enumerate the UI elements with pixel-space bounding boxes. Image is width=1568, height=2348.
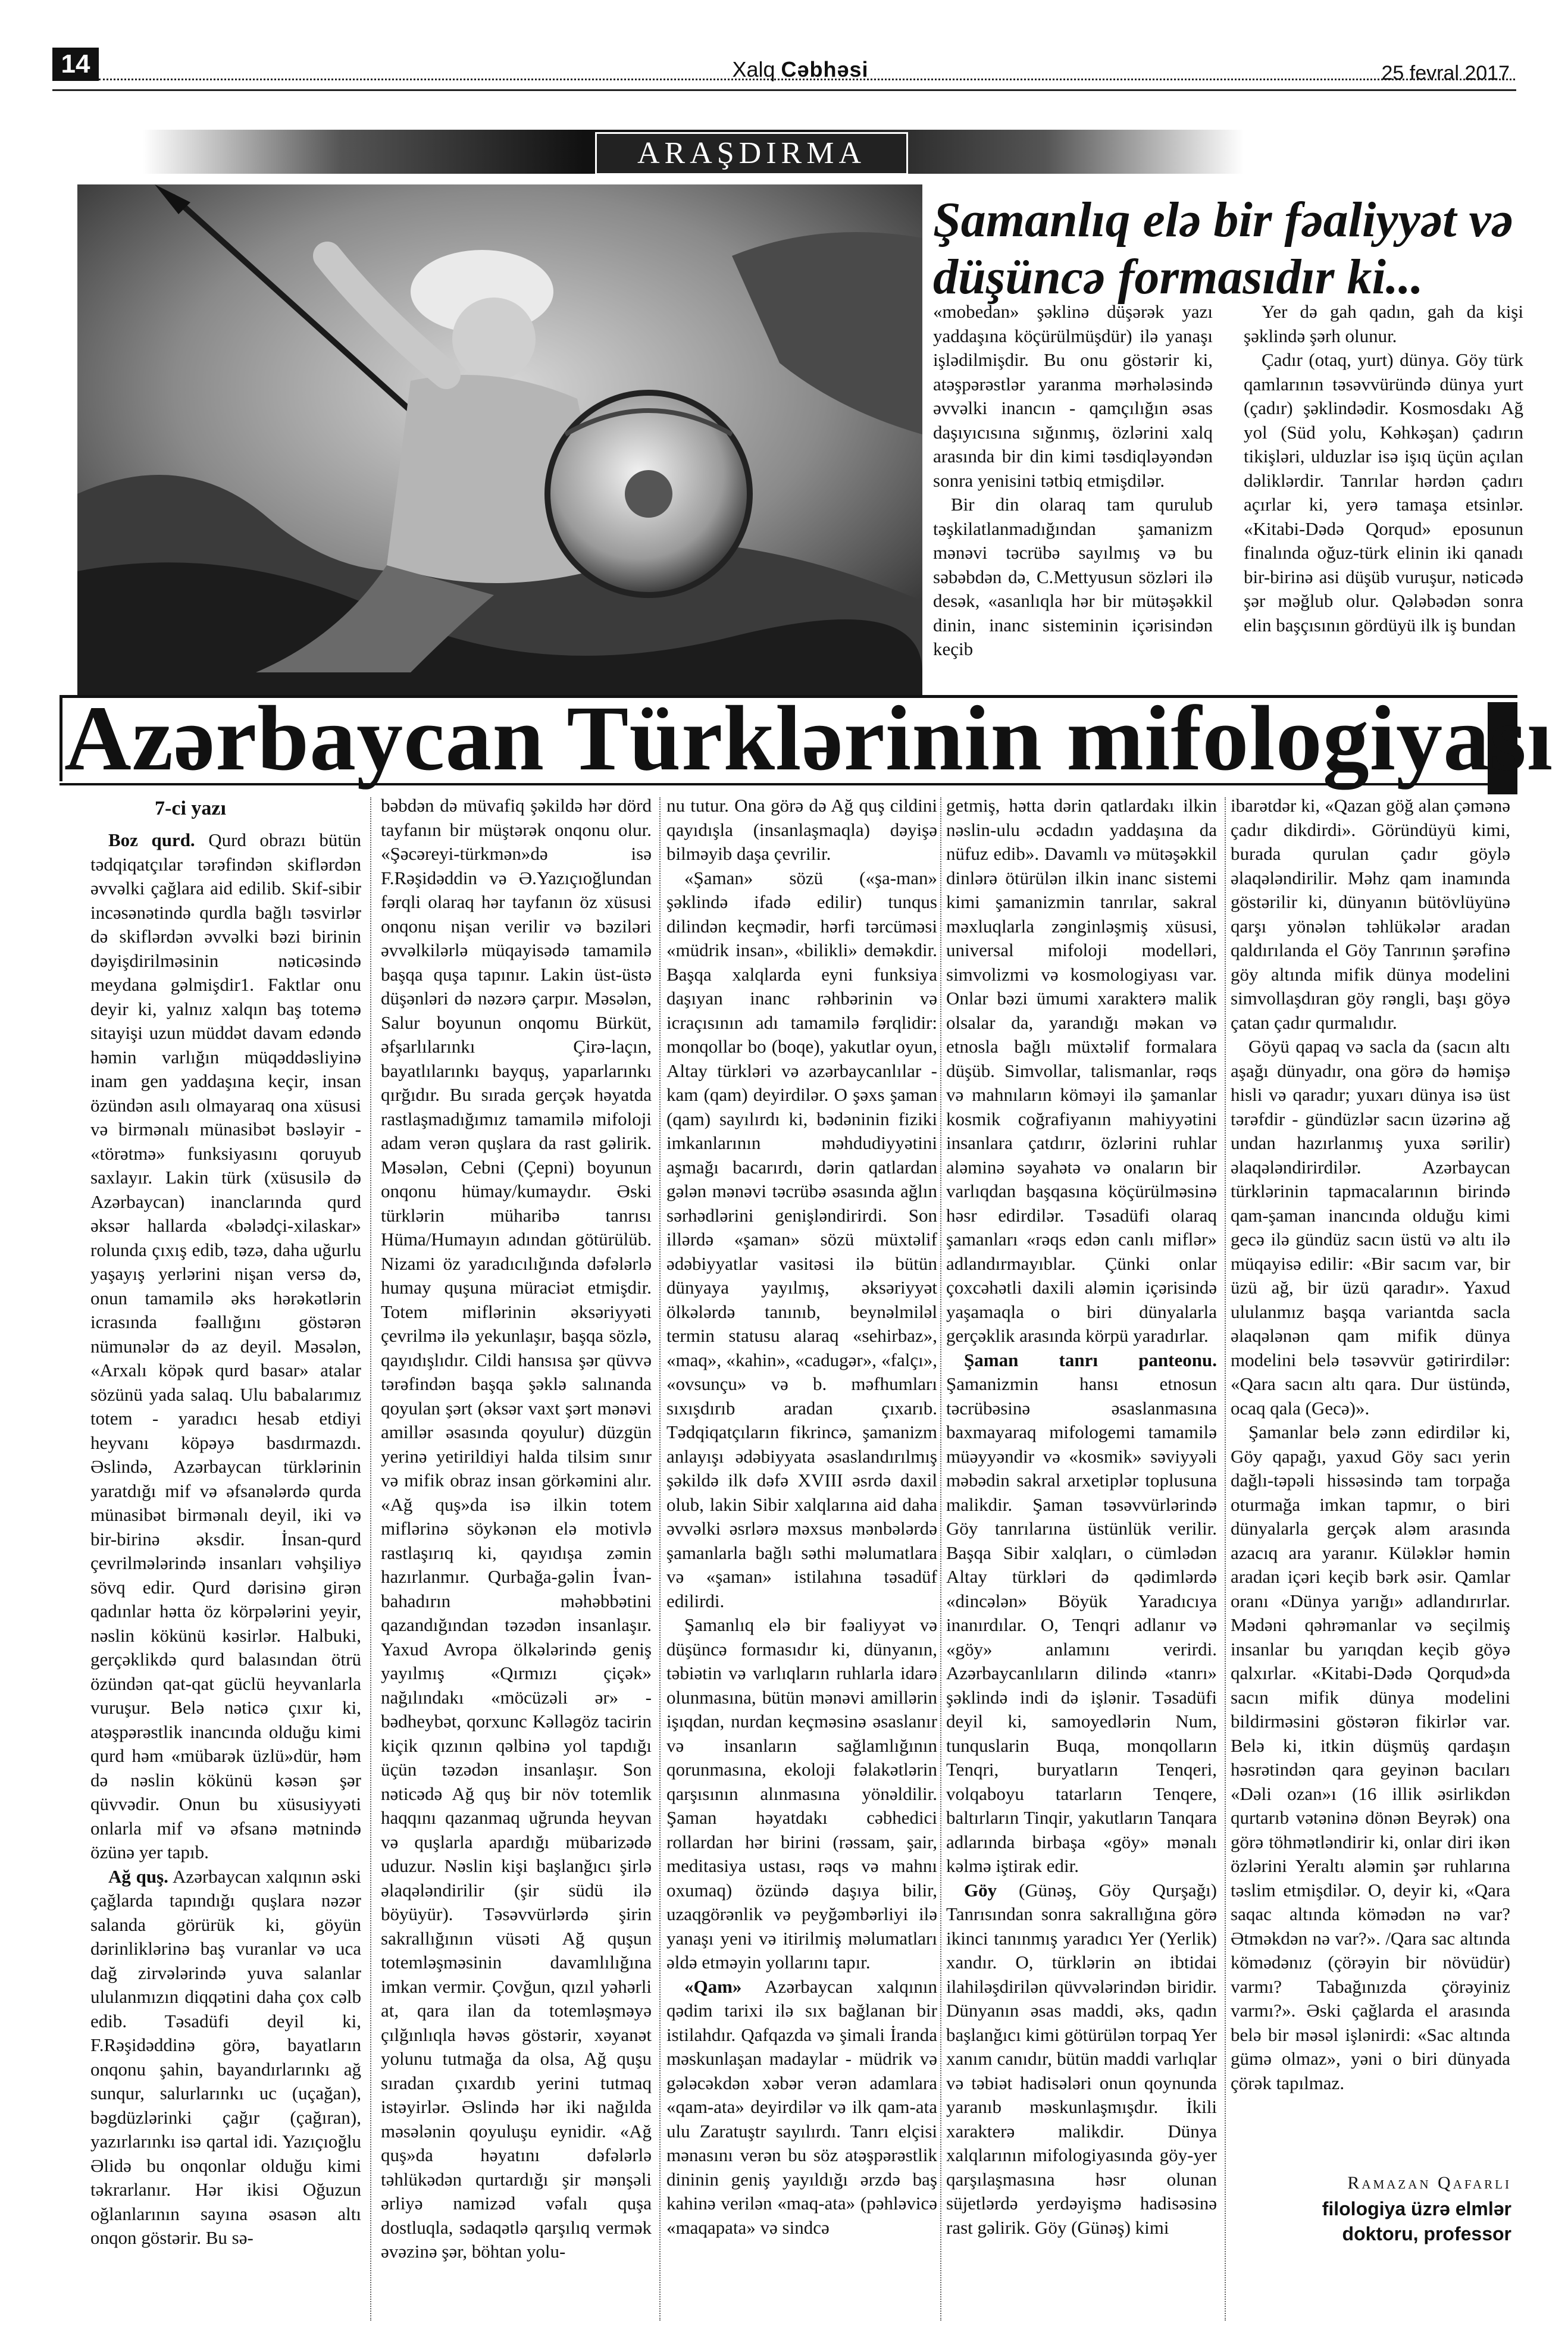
paragraph-text: «Şaman» sözü («şa-man» şəklində ifadə edilir) tunqus dilindən keçmədir, hərfi tərcüməsi «müdrik insan», «bilikli» deməkdir. Başqa xalqlarda eyni funksiya daşıyan inanc rəhbərinin və icraçısının adı tamamilə fərqlidir: monqollar bo (boqe), yakutlar oyun, Altay türkləri və azərbaycanlılar - kam (qam) deyirdilər. O şəxs şaman (qam) sayılırdı ki, bədəninin fiziki imkanlarının məhdudiyyətini aşmağı bacarırdı, dərin qatlardan gələn mənəvi təcrübə əsasında ağlın sərhədlərini genişləndirirdi. Son illərdə «şaman» sözü müxtəlif ədəbiyyatlar vasitəsi ilə bütün dünyaya yayılmış, əksəriyyət ölkələrdə tanınıb, beynəlmiləl termin statusu alaraq «sehirbaz», «maq», «kahin», «cadugər», «falçı», «ovsunçu» və b. məfhumları sıxışdırıb aradan çıxarıb. Tədqiqatçıların fikrincə, şamanizm anlayışı ədəbiyyata əsaslandırılmış şəkildə ilk dəfə XVIII əsrdə daxil olub, lakin Sibir xalqlarına aid daha əvvəlki əsrlərə məxsus mənbələrdə şamanlarla bağlı səthi məlumatlara və «şaman» istilahına təsadüf edilirdi. xyxy=(666,867,937,1611)
headline-rule xyxy=(60,783,1517,785)
paragraph-text: Göyü qapaq və sacla da (sacın altı aşağı dünyadır, ona görə də həmişə hisli və qaradır; yuxarı dünya isə üst tərəfdir - gündüzlər sacın üzərinə ağ undan hazırlanmış yuxa sərilir) əlaqələndirirdilər. Azərbaycan türklərinin tapmacalarının birində qam-şaman inancında olduğu kimi gecə ilə gündüz sacın üstü və altı ilə müqayisə edilir: «Bir sacım var, bir üzü ağ, bir üzü qaradır». Yaxud ululanmız başqa variantda sacla əlaqələnən qam mifik dünya modelini belə təsəvvür gətirirdilər: «Qara sacın altı qara. Dur üstündə, ocaq qala (Gecə)». xyxy=(1231,1036,1510,1419)
body-paragraph xyxy=(1231,1420,1510,2095)
masthead-name: Cəbhəsi xyxy=(781,57,869,82)
upper-column-2 xyxy=(1244,300,1523,705)
upper-paragraph: Çadır (otaq, yurt) dünya. Göy türk qamlarının təsəvvüründə dünya yurt (çadır) şəklindədir. Kosmosdakı Ağ yol (Süd yolu, Kəhkəşan) çadırın tikişləri, ulduzlar isə işıq üçün açılan dəliklərdir. Tanrılar hərdən çadırı açırlar ki, yerə tamaşa etsinlər. «Kitabi-Dədə Qorqud» eposunun finalında oğuz-türk elinin iki qanadı bir-birinə asi düşüb vuruşur, nəticədə şər məğlub olur. Qələbədən sonra elin başçısının gördüyü ilk iş bundan xyxy=(1244,349,1523,635)
body-paragraph xyxy=(381,794,652,2264)
body-paragraph xyxy=(946,1879,1217,2240)
paragraph-text: Şamanlar belə zənn edirdilər ki, Göy qapağı, yaxud Göy sacı yerin dağlı-təpəli hissəsində tam torpağa oturmağa imkan tapmır, o biri dünyalarla gerçək aləm arasında azacıq ara yaranır. Küləklər həmin aradan içəri keçib bərk əsir. Qamlar oranı «Dünya yarığı» adlandırırlar. Mədəni qəhrəmanlar və seçilmiş insanlar bu yarıqdan keçib göyə qalxırlar. «Kitabi-Dədə Qorqud»da sacın mifik dünya modelini bildirməsini göstərən fikirlər var. Belə ki, itkin düşmüş qardaşın həsrətindən qara geyinən bacıları «Dəli ozan»ı (16 illik əsirlikdən qurtarıb vətəninə dönən Beyrək) ona görə töhmətləndirir ki, onlar diri ikən özlərini Yeraltı aləmin şər ruhlarına təslim etmişdilər. O, deyir ki, «Qara saqac altında kömədən nə var? Ətməkdən nə var?». /Qara sac altında kömədənız (çörəyin bir növüdür) varmı? Tabağınızda çörəyiniz varmı?». Əski çağlarda el arasında belə bir məsəl işlənirdi: «Sac altında gümə olmaz», yəni o biri dünyada çörək tapılmaz. xyxy=(1231,1422,1510,2093)
column-divider xyxy=(940,797,941,2321)
masthead xyxy=(702,57,899,82)
paragraph-text: bəbdən də müvafiq şəkildə hər dörd tayfanın bir müştərək onqonu olur. «Şəcəreyi-türkmən»də isə F.Rəşidəddin və Ə.Yazıçıoğlundan fərqli olaraq hər tayfanın öz xüsusi onqonu nişan verilir və bəziləri əvvəlkilərlə müqayisədə tamamilə başqa quşa tapınır. Lakin üst-üstə düşənləri də nəzərə çarpır. Məsələn, Salur boyunun onqomu Bürküt, əfşarlılarınkı Çirə-laçın, bayatlılarınkı bayquş, yaparlarınkı qırğıdır. Bu sırada gerçək həyatda rastlaşmadığımız tamamilə mifoloji adam verən quşlara da rast gəlirik. Məsələn, Cebni (Çepni) boyunun onqonu hümay/kumaydır. Əski türklərin müharibə tanrısı Hüma/Humayın adından götürülüb. Nizami öz yaradıcılığında dəfələrlə humay quşuna müraciət etmişdir. Totem miflərinin əksəriyyəti çevrilmə ilə yekunlaşır, başqa sözlə, qayıdışlıdır. Cildi hansısa şər qüvvə tərəfindən başqa şəklə salınanda qoyulan şərt (əksər vaxt şərt mənəvi amillər əsasında qoyulur) düzgün yerinə yetirildiyi halda tilsim sınır və mifik obraz insan görkəmini alır. «Ağ quş»da isə ilkin totem miflərinə söykənən elə motivlə rastlaşırıq ki, qayıdışa zəmin hazırlanmır. Qurbağa-gəlin İvan-bahadırın məhəbbətini qazandığından təzədən insanlaşır. Yaxud Avropa ölkələrində geniş yayılmış «Qırmızı çiçək» nağılındakı «möcüzəli ər» - bədheybət, qorxunc Kəlləgöz tacirin kiçik qızının qəlbinə yol tapdığı üçün təzədən insanlaşır. Son nəticədə Ağ quş bir növ totemlik haqqını qazanmaq uğrunda heyvan və quşlarla apardığı mübarizədə uduzur. Nəslin kişi başlanğıcı şirlə əlaqələndirilir (şir südü ilə böyüyür). Təsəvvürlərdə şirin sakrallığının vüsəti Ağ quşun totemləşməsinin davamlılığına imkan vermir. Çovğun, qızıl yəhərli at, qara ilan da totemləşməyə çılğınlıqla həvəs göstərir, xəyanət yolunu tutmağa da olsa, Ağ quşu sıradan çıxardıb yerini tutmaq istəyirlər. Əslində hər iki nağılda məsələnin qoyuluşu eynidir. «Ağ quş»da həyatını dəfələrlə təhlükədən qurtardığı şir mənşəli ərliyə namizəd vəfalı quşa dostluqla, sədaqətlə qarşılıq vermək əvəzinə şər, böhtan yolu- xyxy=(381,795,652,2262)
paragraph-text: Azərbaycan xalqının əski çağlarda tapındığı quşlara nəzər salanda görürük ki, göyün dərinliklərinə baş vuranlar və uca dağ zirvələrində yuva salanlar ululanmızın diqqətini daha çox cəlb edib. Təsadüfi deyil ki, F.Rəşidəddinə görə, bayatların onqonu şahin, bayandırlarınkı ağ sunqur, salurlarınkı uc (uçağan), bəgdüzlərinki çağır (çağıran), yazırlarınkı isə qartal idi. Yazıçıoğlu Əlidə bu onqonlar olduğu kimi təkrarlanır. Hər ikisi Oğuzun oğlanlarının sayına əsasən altı onqon göstərir. Bu sə- xyxy=(90,1865,361,2248)
section-label: ARAŞDIRMA xyxy=(595,132,908,175)
body-paragraph xyxy=(666,1613,937,1975)
lower-column-5 xyxy=(1231,794,1510,2139)
body-paragraph xyxy=(90,828,361,1865)
body-paragraph xyxy=(946,794,1217,1348)
body-paragraph xyxy=(666,866,937,1614)
column-divider xyxy=(1225,797,1226,2321)
body-paragraph xyxy=(946,1348,1217,1879)
illustration-svg xyxy=(77,184,922,696)
paragraph-text: Şamanizmin hansı etnosun təcrübəsinə əsaslanmasına baxmayaraq mifologemi tamamilə müəyyəndir və «kosmik» səviyyəli məbədin sakral arxetiplər toplusuna malikdir. Şaman təsəvvürlərində Göy tanrılarına üstünlük verilir. Başqa Sibir xalqları, o cümlədən Altay türkləri də qədimlərdə «dincələn» Böyük Yaradıcıya inanırdılar. O, Tenqri adlanır və «göy» anlamını verirdi. Azərbaycanlıların dilində «tanrı» şəklində indi də işlənir. Təsadüfi deyil ki, samoyedlərin Num, tunquslarin Buqa, monqolların Tenqri, buryatların Tenqeri, volqaboyu tatarların Tenqere, baltırların Tinqir, yakutların Tanqara adlarında birbaşa «göy» mənalı kəlmə iştirak edir. xyxy=(946,1373,1217,1876)
upper-paragraph: «mobedan» şəklinə düşərək yazı yaddaşına köçürülmüşdür) ilə yanaşı işlədilmişdir. Bu onu göstərir ki, atəşpərəstlər yaranma mərhələsində əvvəlki inancın - qamçılığın əsas daşıyıcısına sığınmış, özlərini xalq arasında bir din kimi təsdiqləyəndən sonra yenisini tətbiq etmişdilər. xyxy=(933,301,1213,491)
body-paragraph xyxy=(1231,794,1510,1035)
author-title: filologiya üzrə elmlər xyxy=(1322,2198,1511,2219)
paragraph-lead: Ağ quş. xyxy=(108,1865,168,1887)
body-paragraph xyxy=(90,1865,361,2250)
lower-column-2 xyxy=(381,794,652,2328)
paragraph-lead: Göy xyxy=(964,1879,997,1901)
paragraph-lead: Şaman tanrı panteonu. xyxy=(964,1349,1217,1370)
lower-column-3 xyxy=(666,794,937,2328)
paragraph-text: Şamanlıq elə bir fəaliyyət və düşüncə formasıdır ki, dünyanın, təbiətin və varlıqların ruhlarla idarə olunmasına, bütün mənəvi amillərin işıqdan, nurdan keçməsinə əsaslanır və insanların sağlamlığının qorunmasına, ekoloji fəlakətlərin qarşısının alınmasına yönəldilir. Şaman həyatdakı cəbhedici rollardan hər birini (rəssam, şair, meditasiya ustası, rəqs və mahnı oxumaq) özündə daşıya bilir, uzaqgörənlik və peyğəmbərliyi ilə yanaşı yeni və itirilmiş məlumatları əldə etməyin yollarını tapır. xyxy=(666,1614,937,1973)
paragraph-text: getmiş, hətta dərin qatlardakı ilkin nəslin-ulu əcdadın yaddaşına da nüfuz edib». Davamlı və mütəşəkkil dinlərə ötürülən ilkin inanc sistemi kimi şamanizmin tanrılar, sakral məxluqlarla zənginləşmiş xüsusi, universal mifoloji modelləri, simvolizmi və kosmologiyası var. Onlar bəzi ümumi xarakterə malik olsalar da, yarandığı məkan və etnosla bağlı müxtəlif formalara düşüb. Simvollar, talismanlar, rəqs və mahnıların köməyi ilə şamanlar kosmik coğrafiyanın mahiyyətini insanlara çatdırır, özlərini ruhlar aləminə səyahətə və onaların bir varlıqdan başqasına köçürülməsinə həsr edirdilər. Təsadüfi olaraq şamanları «rəqs edən canlı miflər» adlandırmayıblar. Çünki onlar çoxcəhətli daxili aləmin içərisində yaşamaqla o biri dünyalarla gerçəklik arasında körpü yaradırlar. xyxy=(946,795,1217,1346)
part-label: 7-ci yazı xyxy=(155,797,226,819)
lower-column-4 xyxy=(946,794,1217,2328)
author-name: Ramazan Qafarlı xyxy=(1347,2173,1511,2193)
paragraph-lead: «Qam» xyxy=(684,1976,742,1997)
body-paragraph xyxy=(666,794,937,866)
column-divider xyxy=(370,797,371,2321)
body-paragraph xyxy=(666,1975,937,2240)
paragraph-text: Qurd obrazı bütün tədqiqatçılar tərəfindən skiflərdən əvvəlki çağlara aid edilib. Skif-sibir incəsənətində qurdla bağlı təsvirlər də skiflərdən əvvəlki bəzi birinin dəyişdirilməsinin nəticəsində meydana gəlmişdir1. Faktlar onu deyir ki, yalnız xalqın baş totemə sitayişi uzun müddət davam edəndə həmin varlığın müqəddəsliyinə inam gen yaddaşına keçir, insan özündən asılı olmayaraq ona xüsusi və birmənalı münasibət bəsləyir - «törətmə» funksiyasını qoruyub saxlayır. Lakin türk (xüsusilə də Azərbaycan) inanclarında qurd əksər hallarda «bələdçi-xilaskar» rolunda çıxış edib, təzə, daha uğurlu yaşayış yerlərini nişan versə də, onun tamamilə əks hərəkətlərin icrasında fəallığını göstərən nümunələr də az deyil. Məsələn, «Arxalı köpək qurd basar» atalar sözünü yada salaq. Ulu babalarımız totem - yaradıcı hesab etdiyi heyvanı köpəyə basdırmazdı. Əslində, Azərbaycan türklərinin yaratdığı mif və əfsanələrdə qurda münasibət birmənalı deyil, iki və bir-birinə əksdir. İnsan-qurd çevrilmələrində insanları vəhşiliyə sövq edir. Qurd dərisinə girən qadınlar hətta öz körpələrini yeyir, nəslin kökünü kəsirlər. Halbuki, gerçəklikdə qurd balasından ötrü özündən qat-qat güclü heyvanlarla vuruşur. Belə nəticə çıxır ki, atəşpərəstlik inancında olduğu kimi qurd həm «mübarək üzlü»dür, həm də nəslin kökünü kəsən şər qüvvədir. Onun bu xüsusiyyəti onlarla mif və əfsanə mətnində özünə yer tapıb. xyxy=(90,829,361,1862)
paragraph-text: ibarətdər ki, «Qazan göğ alan çəmənə çadır dikdirdi». Göründüyü kimi, burada qurulan çadır göylə əlaqələndirilir. Məhz qam inamında göstərilir ki, dünyanın bütövlüyünə qarşı yönələn təhlükələr aradan qaldırılanda el Göy Tanrının şərəfinə göy altında mifik dünya modelini simvollaşdıran göy rəngli, başı göyə çatan çadır qurmalıdır. xyxy=(1231,795,1510,1033)
paragraph-text: nu tutur. Ona görə də Ağ quş cildini qayıdışla (insanlaşmaqla) dəyişə bilməyib daşa çevrilir. xyxy=(666,795,937,864)
paragraph-text: (Günəş, Göy Qurşağı) Tanrısından sonra sakrallığına görə ikinci tanınmış yaradıcı Yer (Yerlik) xandır. O, türklərin ən ibtidai ilahiləşdirilən qüvvələrindən biridir. Dünyanın əsas maddi, əks, qadın başlanğıcı kimi götürülən torpaq Yer xanım canıdır, bütün maddi varlıqlar və təbiət hadisələri onun qoynunda yaranıb məskunlaşmışdır. İkili xarakterə malikdir. Dünya xalqlarının mifologiyasında göy-yer qarşılaşmasına həsr olunan süjetlərdə yerdəyişmə hadisəsinə rast gəlirik. Göy (Günəş) kimi xyxy=(946,1879,1217,2238)
article-headline: Azərbaycan Türklərinin mifologiyası xyxy=(64,687,1554,790)
masthead-prefix: Xalq xyxy=(732,57,781,82)
paragraph-lead: Boz qurd. xyxy=(108,829,195,850)
page-number: 14 xyxy=(52,48,99,81)
column-divider xyxy=(659,797,661,2321)
upper-paragraph: Bir din olaraq tam qurulub təşkilatlanmadığından şamanizm mənəvi təcrübə sayılmış və bu səbəbdən də, C.Mettyusun sözləri ilə desək, «asanlıqla hər bir mütəşəkkil dinin, inanc sisteminin içərisindən keçib xyxy=(933,494,1213,659)
lower-column-1 xyxy=(90,828,361,2328)
paragraph-text: Azərbaycan xalqının qədim tarixi ilə sıx bağlanan bir istilahdır. Qafqazda və şimali İranda məskunlaşan madaylar - müdrik və gələcəkdən xəbər verən adamlara «qam-ata» deyirdilər və ilk qam-ata ulu Zaratuştr sayılırdı. Tanrı elçisi mənasını verən bu söz atəşpərəstlik dininin geniş yayıldığı ərzdə baş kahinə verilən «maq-ata» (pəhləvicə «maqapata» və sindcə xyxy=(666,1976,937,2238)
upper-paragraph: Yer də gah qadın, gah da kişi şəklində şərh olunur. xyxy=(1244,301,1523,346)
upper-column-1 xyxy=(933,300,1213,705)
header-rule xyxy=(52,89,1516,91)
warrior-head xyxy=(452,298,536,381)
publication-date: 25 fevral 2017 xyxy=(1381,62,1510,84)
body-paragraph xyxy=(1231,1035,1510,1420)
author-title: doktoru, professor xyxy=(1342,2223,1511,2244)
article-subtitle: Şamanlıq elə bir fəaliyyət və düşüncə formasıdır ki... xyxy=(933,192,1514,305)
valkyrie-warrior-illustration xyxy=(77,184,922,696)
shield-boss xyxy=(625,470,672,518)
